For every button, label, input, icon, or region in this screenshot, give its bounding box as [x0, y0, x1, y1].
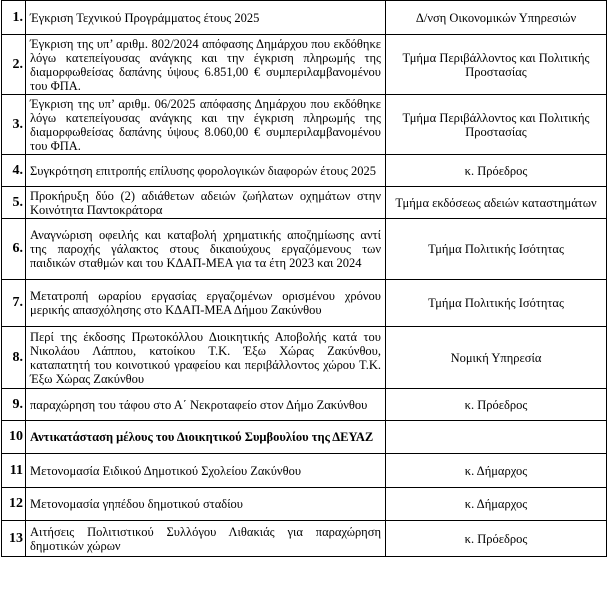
item-subject: Έγκριση της υπ’ αριθμ. 802/2024 απόφασης Δημάρχου που εκδόθηκε λόγω κατεπείγουσας ανάγκης και την έγκριση πληρωμής της διαμορφωθείσας δαπάνης ύψους 6.851,00 € συμπεριλαμβανομένου του ΦΠΑ.	[26, 35, 386, 95]
item-number: 3.	[2, 95, 26, 155]
table-row	[2, 1, 607, 35]
item-number: 11	[2, 454, 26, 488]
table-row	[2, 219, 607, 280]
item-department: Τμήμα Περιβάλλοντος και Πολιτικής Προστασίας	[386, 95, 607, 155]
item-number: 7.	[2, 280, 26, 327]
table-row	[2, 454, 607, 488]
agenda-body	[2, 1, 607, 557]
agenda-table	[1, 0, 607, 557]
item-department	[386, 421, 607, 454]
item-department: Νομική Υπηρεσία	[386, 327, 607, 389]
table-row	[2, 187, 607, 219]
item-subject: Μετονομασία γηπέδου δημοτικού σταδίου	[26, 488, 386, 521]
item-number: 1.	[2, 1, 26, 35]
item-number: 8.	[2, 327, 26, 389]
item-subject: Συγκρότηση επιτροπής επίλυσης φορολογικών διαφορών έτους 2025	[26, 155, 386, 187]
item-number: 12	[2, 488, 26, 521]
table-row	[2, 488, 607, 521]
table-row	[2, 280, 607, 327]
item-number: 10	[2, 421, 26, 454]
item-subject: Αναγνώριση οφειλής και καταβολή χρηματικής αποζημίωσης αντί της παροχής γάλακτος στους δικαιούχους εργαζόμενους των παιδικών σταθμών και του ΚΔΑΠ-ΜΕΑ για τα έτη 2023 και 2024	[26, 219, 386, 280]
table-row	[2, 521, 607, 557]
item-department: κ. Πρόεδρος	[386, 155, 607, 187]
item-department: κ. Πρόεδρος	[386, 389, 607, 421]
table-row	[2, 389, 607, 421]
item-subject: Προκήρυξη δύο (2) αδιάθετων αδειών ζωήλατων οχημάτων στην Κοινότητα Παντοκράτορα	[26, 187, 386, 219]
item-number: 5.	[2, 187, 26, 219]
table-row	[2, 35, 607, 95]
item-department: κ. Δήμαρχος	[386, 454, 607, 488]
item-number: 2.	[2, 35, 26, 95]
item-department: Δ/νση Οικονομικών Υπηρεσιών	[386, 1, 607, 35]
table-row	[2, 155, 607, 187]
item-department: κ. Πρόεδρος	[386, 521, 607, 557]
table-row	[2, 421, 607, 454]
item-department: κ. Δήμαρχος	[386, 488, 607, 521]
item-department: Τμήμα εκδόσεως αδειών καταστημάτων	[386, 187, 607, 219]
item-number: 4.	[2, 155, 26, 187]
item-subject: Μετατροπή ωραρίου εργασίας εργαζομένων ορισμένου χρόνου μερικής απασχόλησης στο ΚΔΑΠ-ΜΕΑ Δήμου Ζακύνθου	[26, 280, 386, 327]
item-department: Τμήμα Πολιτικής Ισότητας	[386, 219, 607, 280]
item-subject: Περί της έκδοσης Πρωτοκόλλου Διοικητικής Αποβολής κατά του Νικολάου Λάππου, κατοίκου Τ.Κ. Έξω Χώρας Ζακύνθου, καταπατητή του κοινοτικού γραφείου και περιβάλλοντος χώρου Τ.Κ. Έξω Χώρας Ζακύνθου	[26, 327, 386, 389]
item-number: 6.	[2, 219, 26, 280]
item-subject: Αντικατάσταση μέλους του Διοικητικού Συμβουλίου της ΔΕΥΑΖ	[26, 421, 386, 454]
item-department: Τμήμα Περιβάλλοντος και Πολιτικής Προστασίας	[386, 35, 607, 95]
table-row	[2, 327, 607, 389]
item-subject: Έγκριση Τεχνικού Προγράμματος έτους 2025	[26, 1, 386, 35]
item-number: 13	[2, 521, 26, 557]
item-subject: Έγκριση της υπ’ αριθμ. 06/2025 απόφασης Δημάρχου που εκδόθηκε λόγω κατεπείγουσας ανάγκης και την έγκριση πληρωμής της διαμορφωθείσας δαπάνης ύψους 8.060,00 € συμπεριλαμβανομένου του ΦΠΑ.	[26, 95, 386, 155]
item-subject: παραχώρηση του τάφου στο Α΄ Νεκροταφείο στον Δήμο Ζακύνθου	[26, 389, 386, 421]
item-number: 9.	[2, 389, 26, 421]
item-subject: Αιτήσεις Πολιτιστικού Συλλόγου Λιθακιάς για παραχώρηση δημοτικών χώρων	[26, 521, 386, 557]
table-row	[2, 95, 607, 155]
item-subject: Μετονομασία Ειδικού Δημοτικού Σχολείου Ζακύνθου	[26, 454, 386, 488]
item-department: Τμήμα Πολιτικής Ισότητας	[386, 280, 607, 327]
